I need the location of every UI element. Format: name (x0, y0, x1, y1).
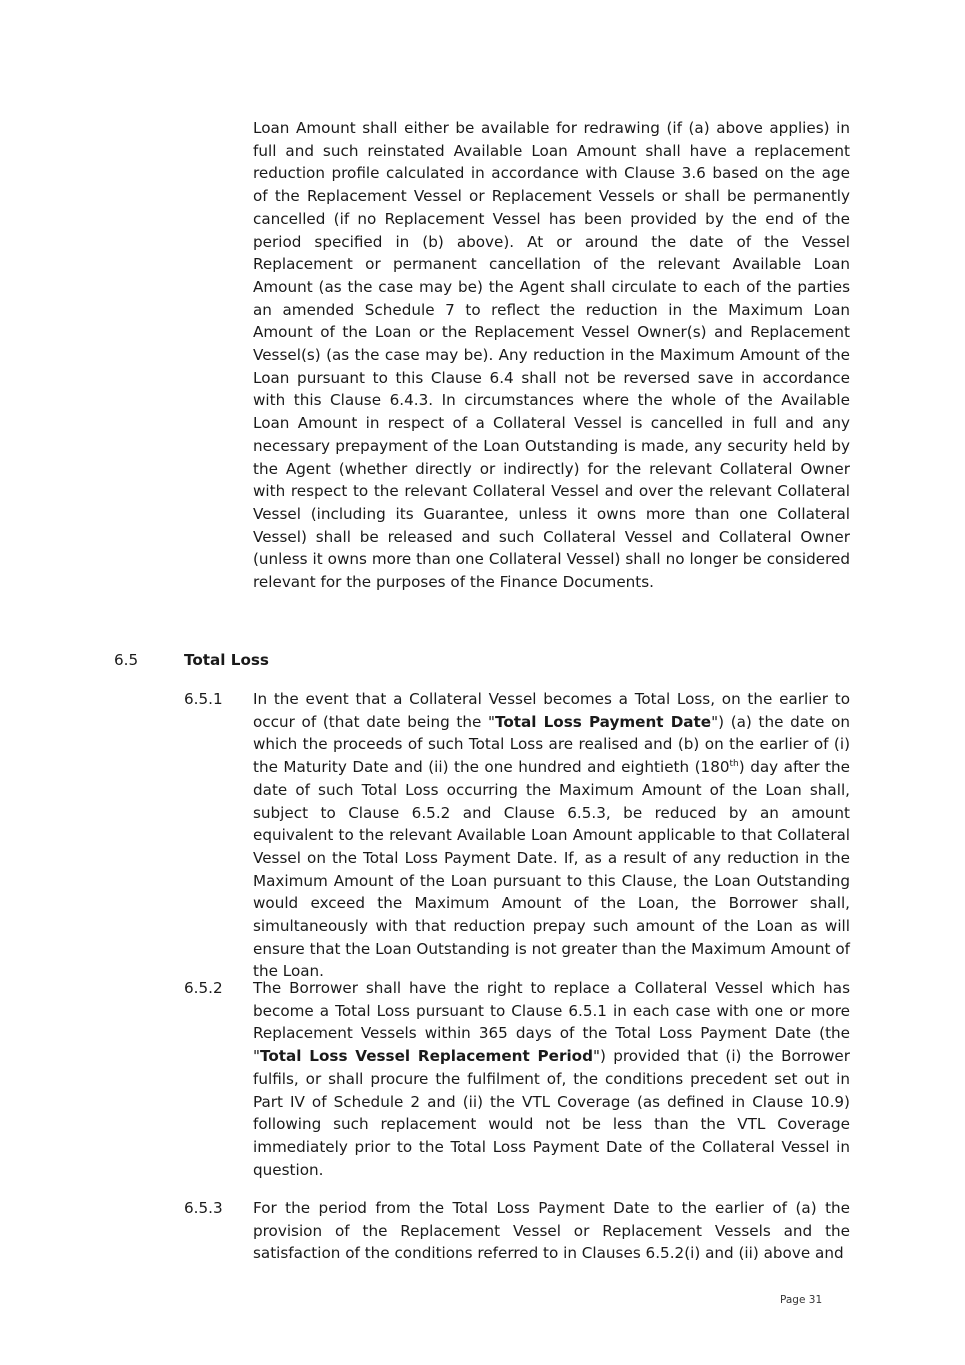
clause-text: ) day after the date of such Total Loss occurring the Maximum Amount of the Loan shall, subject to Clause 6.5.2 and Clause 6.5.3, be reduced by an amount equivalent to the relevant Available Loan Amount applicable to that Collateral Vessel on the Total Loss Payment Date. If, as a result of any reduction in the Maximum Amount of the Loan pursuant to this Clause, the Loan Outstanding would exceed the Maximum Amount of the Loan, the Borrower shall, simultaneously with that reduction prepay such amount of the Loan as will ensure that the Loan Outstanding is not greater than the Maximum Amount of the Loan. (253, 758, 850, 981)
clause-number: 6.5.1 (184, 690, 223, 708)
clause-paragraph (253, 977, 850, 1181)
clause-paragraph (253, 1197, 850, 1265)
clause-number: 6.5.3 (184, 1199, 223, 1217)
clause-text: The Borrower shall have the right to replace a Collateral Vessel which has become a Total Loss pursuant to Clause 6.5.1 in each case with one or more Replacement Vessels within 365 days of the Total Loss Payment Date (the " (253, 979, 850, 1066)
section-title: Total Loss (184, 651, 269, 669)
ordinal-superscript: th (729, 759, 739, 770)
clause-text: ") (a) the date on which the proceeds of such Total Loss are realised and (b) on the earlier of (i) the Maturity Date and (ii) the one hundred and eightieth (180 (253, 712, 850, 777)
clause-paragraph (253, 688, 850, 983)
clause-text: For the period from the Total Loss Payment Date to the earlier of (a) the provision of the Replacement Vessel or Replacement Vessels and the satisfaction of the conditions referred to in Clauses 6.5.2(i) and (ii) above and (253, 1199, 850, 1263)
clause-text: In the event that a Collateral Vessel becomes a Total Loss, on the earlier to occur of (that date being the " (253, 690, 850, 731)
page-number: Page 31 (780, 1294, 823, 1306)
clause-text: ") provided that (i) the Borrower fulfils, or shall procure the fulfilment of, the conditions precedent set out in Part IV of Schedule 2 and (ii) the VTL Coverage (as defined in Clause 10.9) following such replacement would not be less than the VTL Coverage immediately prior to the Total Loss Payment Date of the Collateral Vessel in question. (253, 1047, 850, 1179)
continuation-paragraph: Loan Amount shall either be available for redrawing (if (a) above applies) in full and such reinstated Available Loan Amount shall have a replacement reduction profile calculated in accordance with Clause 3.6 based on the age of the Replacement Vessel or Replacement Vessels or shall be permanently cancelled (if no Replacement Vessel has been provided by the end of the period specified in (b) above). At or around the date of the Vessel Replacement or permanent cancellation of the relevant Available Loan Amount (as the case may be) the Agent shall circulate to each of the parties an amended Schedule 7 to reflect the reduction in the Maximum Loan Amount of the Loan or the Replacement Vessel Owner(s) and Replacement Vessel(s) (as the case may be). Any reduction in the Maximum Amount of the Loan pursuant to this Clause 6.4 shall not be reversed save in accordance with this Clause 6.4.3. In circumstances where the whole of the Available Loan Amount in respect of a Collateral Vessel is cancelled in full and any necessary prepayment of the Loan Outstanding is made, any security held by the Agent (whether directly or indirectly) for the relevant Collateral Owner with respect to the relevant Collateral Vessel and over the relevant Collateral Vessel (including its Guarantee, unless it owns more than one Collateral Vessel) shall be released and such Collateral Vessel and Collateral Owner (unless it owns more than one Collateral Vessel) shall no longer be considered relevant for the purposes of the Finance Documents. (253, 119, 850, 592)
clause-number: 6.5.2 (184, 979, 223, 997)
section-number: 6.5 (114, 651, 139, 669)
defined-term: Total Loss Vessel Replacement Period (260, 1047, 593, 1066)
defined-term: Total Loss Payment Date (494, 712, 712, 731)
